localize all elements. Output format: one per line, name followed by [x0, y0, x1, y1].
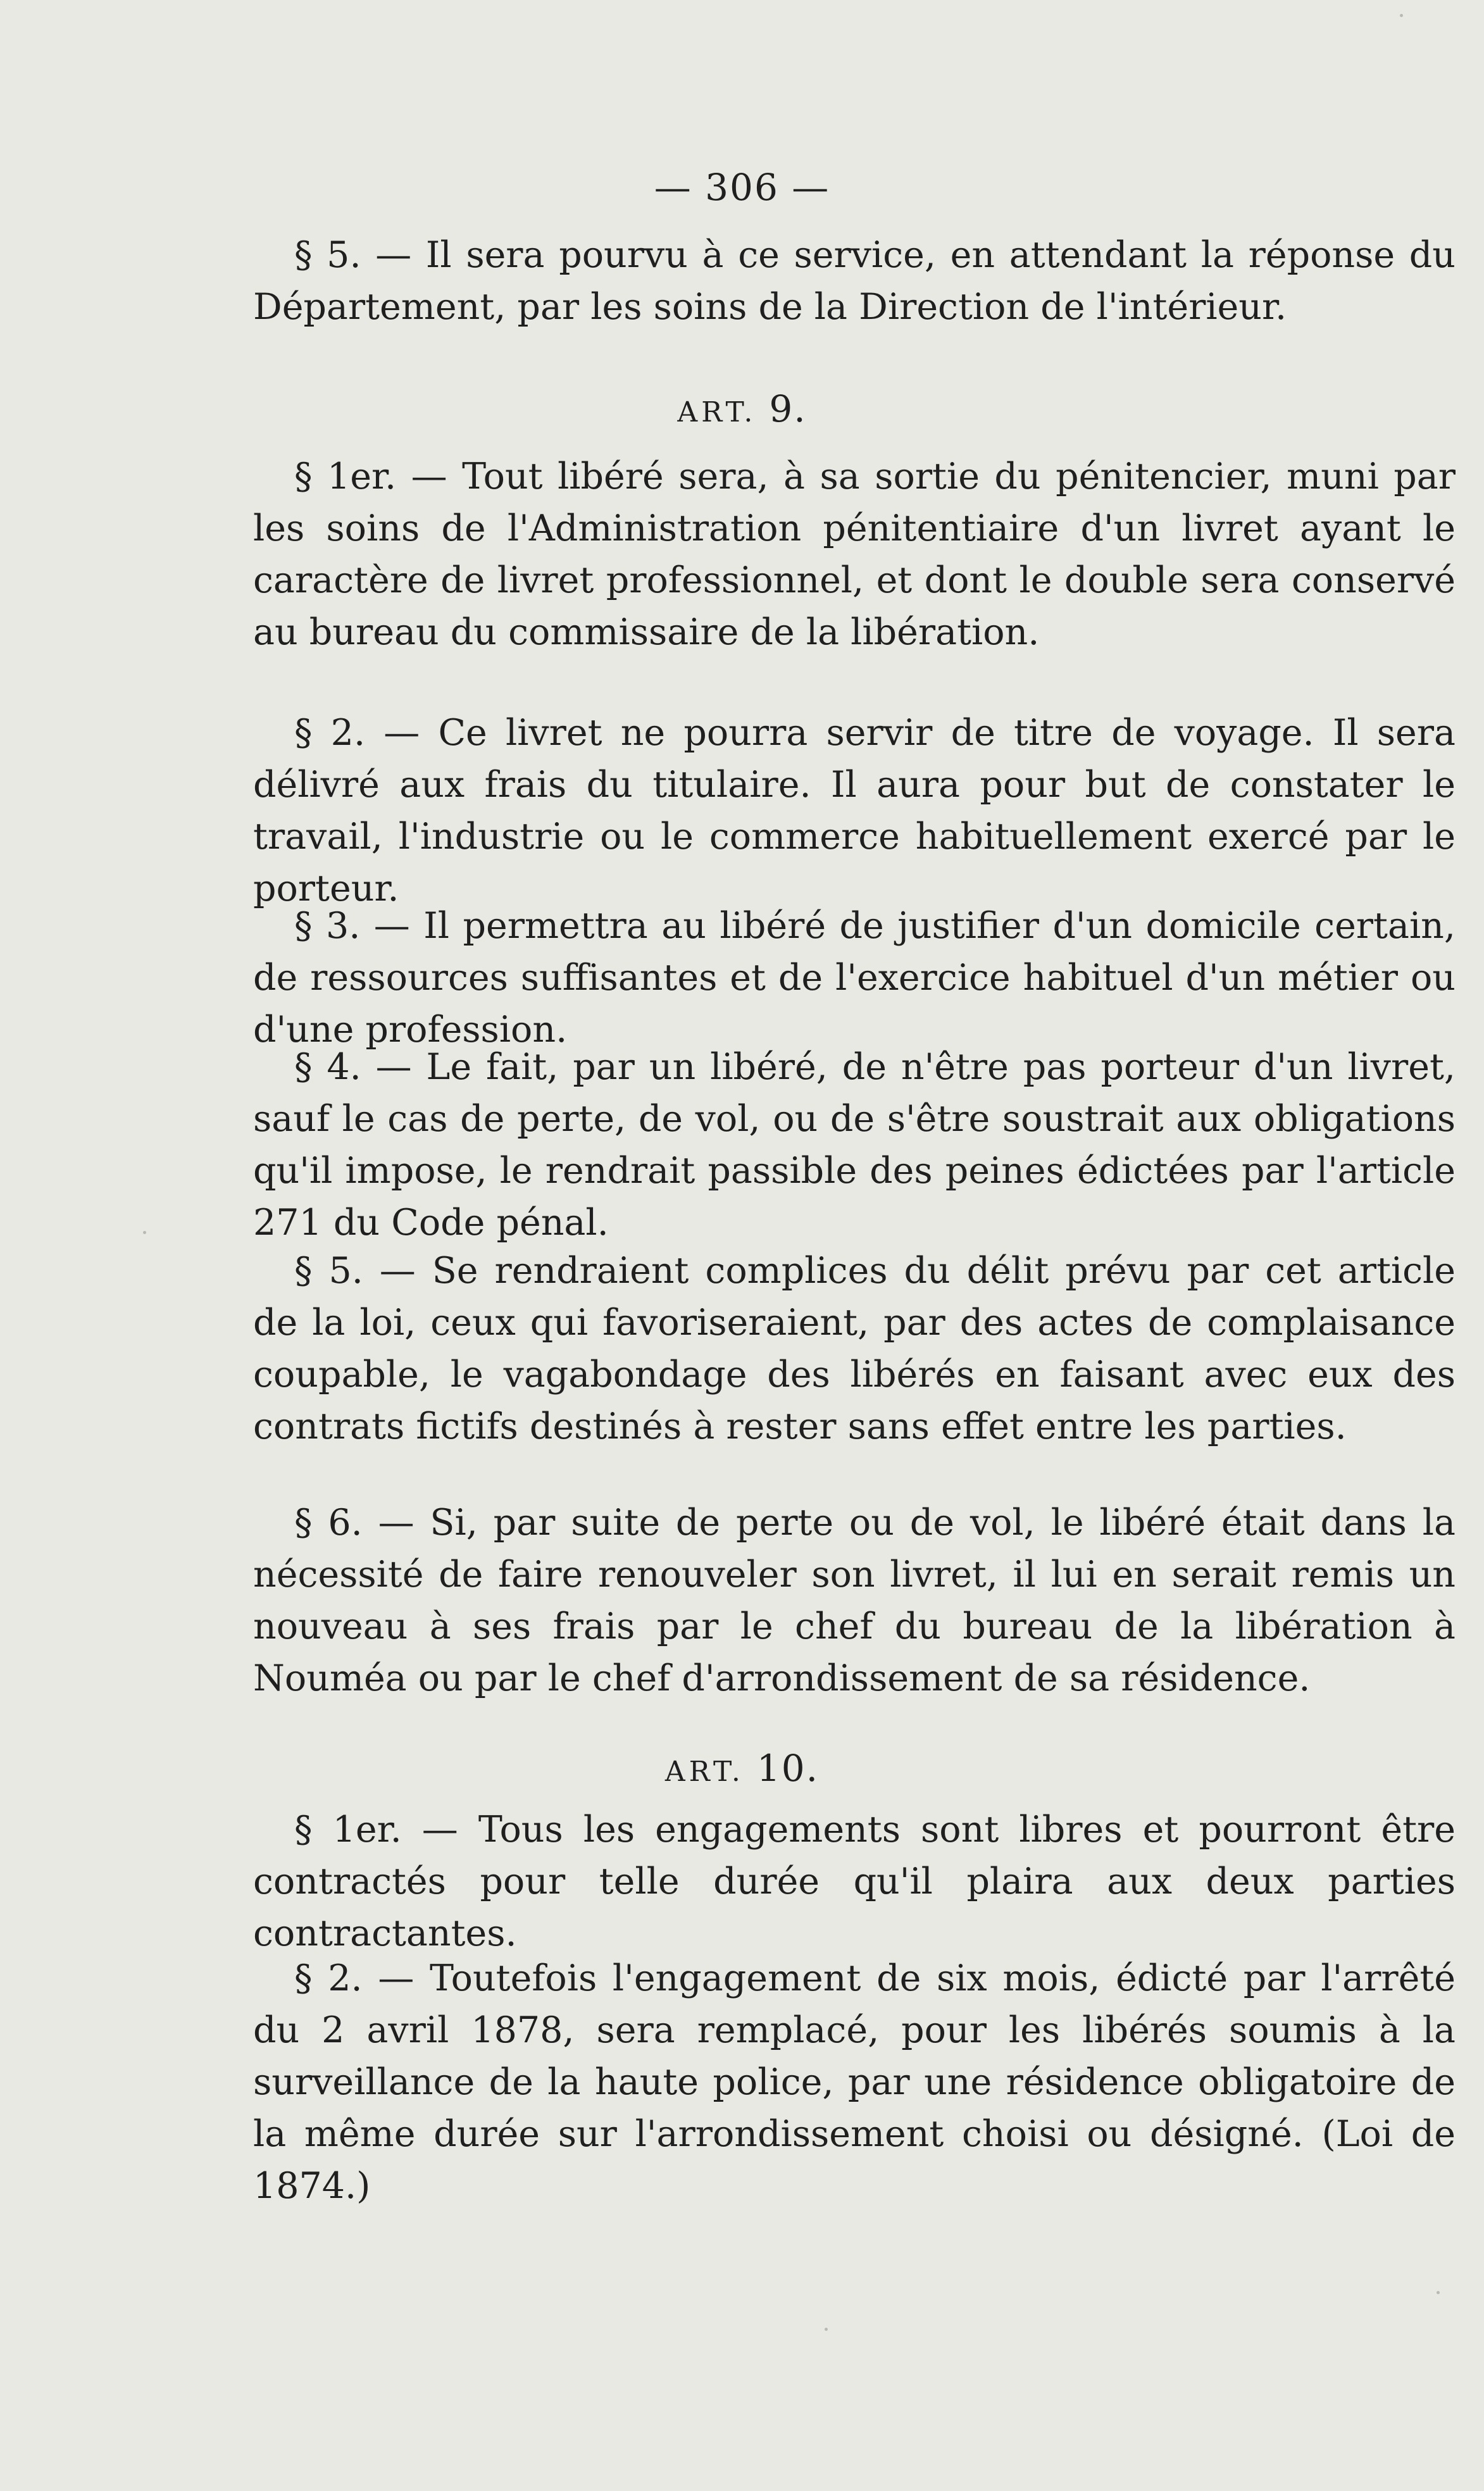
paragraph-top-5: § 5. — Il sera pourvu à ce service, en attendant la réponse du Département, par les soins de la Direction de l'intérieur.	[253, 234, 1456, 328]
article-10-paragraph-1: § 1er. — Tous les engagements sont libres et pourront être contractés pour telle durée qu'il plaira aux deux parties contractantes.	[253, 1809, 1456, 1954]
page-number: — 306 —	[654, 166, 830, 209]
paper-speck	[1400, 14, 1403, 17]
article-9-paragraph-6: § 6. — Si, par suite de perte ou de vol, le libéré était dans la nécessité de faire renouveler son livret, il lui en serait remis un nouveau à ses frais par le chef du bureau de la libération à Nouméa ou par le chef d'arrondissement de sa résidence.	[253, 1502, 1456, 1699]
article-10-heading	[0, 1747, 1484, 1790]
article-9-paragraph-3: § 3. — Il permettra au libéré de justifier d'un domicile certain, de ressources suffisantes et de l'exercice habituel d'un métier ou d'une profession.	[253, 905, 1456, 1051]
paper-speck	[143, 1231, 146, 1234]
article-10-paragraph-2: § 2. — Toutefois l'engagement de six mois, édicté par l'arrêté du 2 avril 1878, sera remplacé, pour les libérés soumis à la surveillance de la haute police, par une résidence obligatoire de la même durée sur l'arrondissement choisi ou désigné. (Loi de 1874.)	[253, 1957, 1456, 2207]
article-10-label: ART.	[664, 1756, 744, 1788]
article-9-paragraph-1: § 1er. — Tout libéré sera, à sa sortie du pénitencier, muni par les soins de l'Administration pénitentiaire d'un livret ayant le caractère de livret professionnel, et dont le double sera conservé au bureau du commissaire de la libération.	[253, 456, 1456, 653]
article-9-paragraph-5: § 5. — Se rendraient complices du délit prévu par cet article de la loi, ceux qui favoriseraient, par des actes de complaisance coupable, le vagabondage des libérés en faisant avec eux des contrats fictifs destinés à rester sans effet entre les parties.	[253, 1250, 1456, 1447]
article-10-number: 10.	[756, 1747, 820, 1790]
paper-speck	[1437, 2291, 1440, 2294]
article-9-heading	[0, 387, 1484, 430]
article-9-paragraph-4: § 4. — Le fait, par un libéré, de n'être pas porteur d'un livret, sauf le cas de perte, de vol, ou de s'être soustrait aux obligations qu'il impose, le rendrait passible des peines édictées par l'article 271 du Code pénal.	[253, 1046, 1456, 1244]
paper-speck	[825, 2328, 828, 2331]
article-9-number: 9.	[769, 387, 807, 430]
article-9-label: ART.	[677, 396, 757, 428]
article-9-paragraph-2: § 2. — Ce livret ne pourra servir de titre de voyage. Il sera délivré aux frais du titulaire. Il aura pour but de constater le travail, l'industrie ou le commerce habituellement exercé par le porteur.	[253, 712, 1456, 909]
